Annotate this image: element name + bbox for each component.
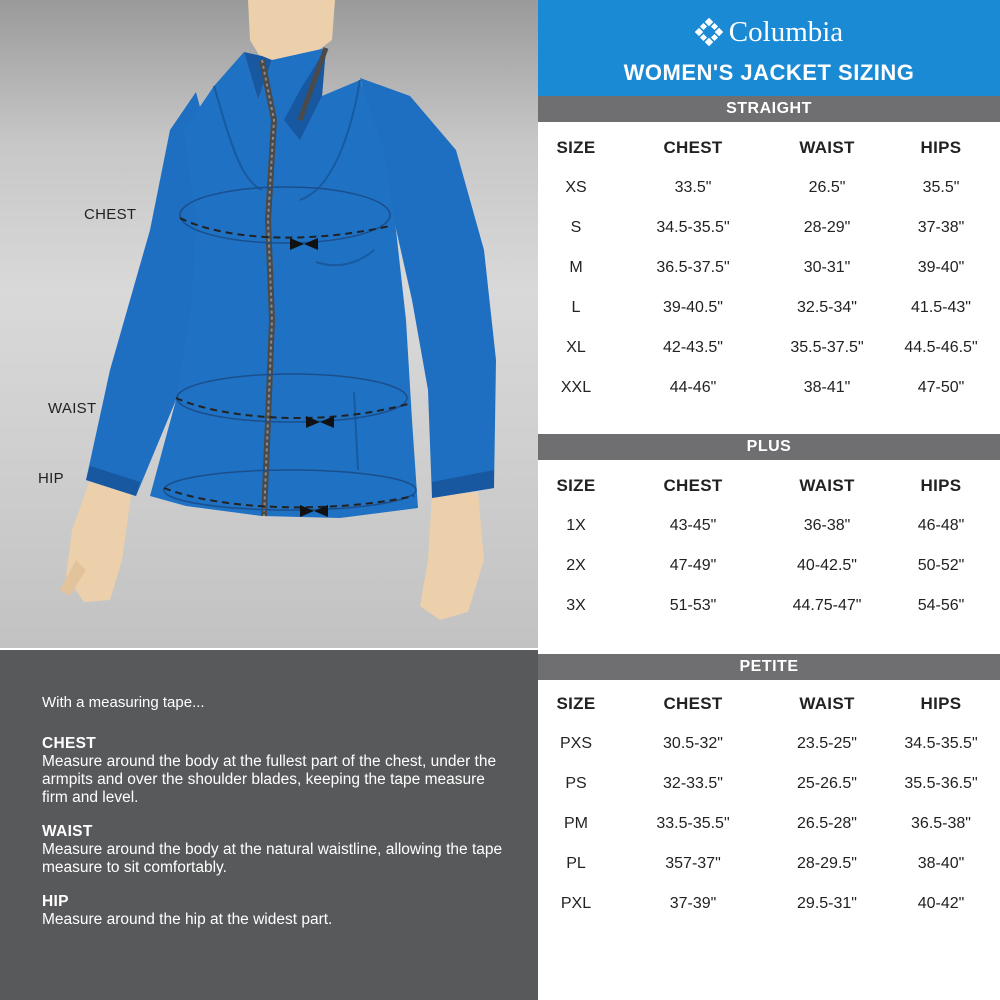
cell-size: 1X (566, 517, 586, 534)
diamond-logo-icon (695, 18, 723, 46)
column-header-chest: CHEST (663, 476, 723, 495)
cell-waist: 26.5" (808, 179, 846, 196)
cell-hips: 41.5-43" (911, 299, 971, 316)
size-table (538, 122, 1000, 408)
instruction-hip (42, 893, 508, 929)
cell-waist: 28-29.5" (797, 855, 857, 872)
jacket-drawing (0, 0, 538, 648)
cell-chest: 37-39" (669, 895, 717, 912)
cell-size: PXL (560, 895, 592, 912)
instruction-heading: CHEST (42, 735, 97, 752)
cell-waist: 28-29" (803, 219, 851, 236)
table-row (538, 168, 1000, 208)
cell-hips: 36.5-38" (911, 815, 971, 832)
column-header-size: SIZE (556, 694, 596, 713)
cell-hips: 37-38" (917, 219, 965, 236)
cell-hips: 38-40" (917, 855, 965, 872)
cell-chest: 34.5-35.5" (656, 219, 730, 236)
cell-waist: 25-26.5" (797, 775, 857, 792)
cell-size: XXL (560, 379, 592, 396)
chest-label: CHEST (84, 206, 137, 223)
cell-chest: 33.5-35.5" (656, 815, 730, 832)
section-band: PETITE (538, 654, 1000, 680)
cell-size: XS (565, 179, 587, 196)
table-row (538, 248, 1000, 288)
size-table (538, 680, 1000, 924)
cell-size: 2X (566, 557, 586, 574)
hip-label: HIP (38, 470, 64, 487)
jacket-illustration (0, 0, 538, 648)
table-row (538, 368, 1000, 408)
instructions-intro: With a measuring tape... (42, 694, 205, 711)
cell-waist: 30-31" (803, 259, 851, 276)
cell-hips: 46-48" (917, 517, 965, 534)
brand-name: Columbia (728, 15, 844, 48)
cell-chest: 43-45" (669, 517, 717, 534)
instruction-text: Measure around the body at the natural waistline, allowing the tape measure to sit comfortably. (42, 841, 503, 876)
cell-chest: 357-37" (665, 855, 721, 872)
column-header-waist: WAIST (799, 138, 855, 157)
table-header-row (538, 684, 1000, 724)
right-hand (420, 492, 484, 620)
straight-size-section (538, 96, 1000, 408)
column-header-hips: HIPS (920, 694, 962, 713)
cell-waist: 35.5-37.5" (790, 339, 864, 356)
cell-waist: 29.5-31" (797, 895, 857, 912)
cell-chest: 30.5-32" (663, 735, 723, 752)
cell-size: M (569, 259, 583, 276)
brand (538, 14, 1000, 50)
cell-hips: 40-42" (917, 895, 965, 912)
cell-chest: 36.5-37.5" (656, 259, 730, 276)
column-header-hips: HIPS (920, 138, 962, 157)
waist-label: WAIST (48, 400, 97, 417)
table-row (538, 884, 1000, 924)
table-row (538, 546, 1000, 586)
cell-hips: 35.5-36.5" (904, 775, 978, 792)
table-row (538, 764, 1000, 804)
table-header-row (538, 466, 1000, 506)
cell-chest: 47-49" (669, 557, 717, 574)
table-row (538, 586, 1000, 626)
table-row (538, 844, 1000, 884)
cell-hips: 47-50" (917, 379, 965, 396)
table-header-row (538, 128, 1000, 168)
cell-size: 3X (566, 597, 586, 614)
cell-waist: 26.5-28" (797, 815, 857, 832)
column-header-size: SIZE (556, 138, 596, 157)
cell-chest: 51-53" (669, 597, 717, 614)
cell-size: L (571, 299, 581, 316)
cell-size: PS (565, 775, 587, 792)
cell-hips: 35.5" (922, 179, 960, 196)
column-header-hips: HIPS (920, 476, 962, 495)
petite-size-section (538, 654, 1000, 924)
column-header-waist: WAIST (799, 694, 855, 713)
column-header-chest: CHEST (663, 138, 723, 157)
section-band: STRAIGHT (538, 96, 1000, 122)
page-title: WOMEN'S JACKET SIZING (623, 60, 915, 85)
measuring-instructions (0, 650, 538, 1000)
instruction-text: Measure around the body at the fullest part of the chest, under the armpits and over the shoulder blades, keeping the tape measure firm and level. (42, 753, 497, 806)
cell-hips: 54-56" (917, 597, 965, 614)
cell-size: S (570, 219, 582, 236)
column-header-chest: CHEST (663, 694, 723, 713)
section-band: PLUS (538, 434, 1000, 460)
cell-chest: 33.5" (674, 179, 712, 196)
cell-chest: 42-43.5" (663, 339, 723, 356)
table-row (538, 208, 1000, 248)
cell-chest: 39-40.5" (663, 299, 723, 316)
cell-waist: 23.5-25" (797, 735, 857, 752)
plus-size-section (538, 434, 1000, 626)
cell-hips: 44.5-46.5" (904, 339, 978, 356)
cell-waist: 40-42.5" (797, 557, 857, 574)
cell-waist: 44.75-47" (792, 597, 862, 614)
instruction-waist (42, 823, 508, 877)
instruction-heading: HIP (42, 893, 69, 910)
instruction-chest (42, 735, 508, 807)
cell-chest: 32-33.5" (663, 775, 723, 792)
cell-size: XL (566, 339, 586, 356)
cell-hips: 34.5-35.5" (904, 735, 978, 752)
table-row (538, 288, 1000, 328)
table-row (538, 724, 1000, 764)
column-header-waist: WAIST (799, 476, 855, 495)
cell-size: PM (564, 815, 588, 832)
cell-waist: 32.5-34" (797, 299, 857, 316)
cell-size: PXS (559, 735, 592, 752)
cell-size: PL (566, 855, 586, 872)
size-table (538, 460, 1000, 626)
cell-waist: 38-41" (803, 379, 851, 396)
cell-hips: 50-52" (917, 557, 965, 574)
cell-hips: 39-40" (917, 259, 965, 276)
instruction-text: Measure around the hip at the widest part. (42, 911, 333, 928)
column-header-size: SIZE (556, 476, 596, 495)
table-row (538, 328, 1000, 368)
cell-waist: 36-38" (803, 517, 851, 534)
size-chart-header (538, 0, 1000, 96)
table-row (538, 804, 1000, 844)
table-row (538, 506, 1000, 546)
instruction-heading: WAIST (42, 823, 93, 840)
cell-chest: 44-46" (669, 379, 717, 396)
